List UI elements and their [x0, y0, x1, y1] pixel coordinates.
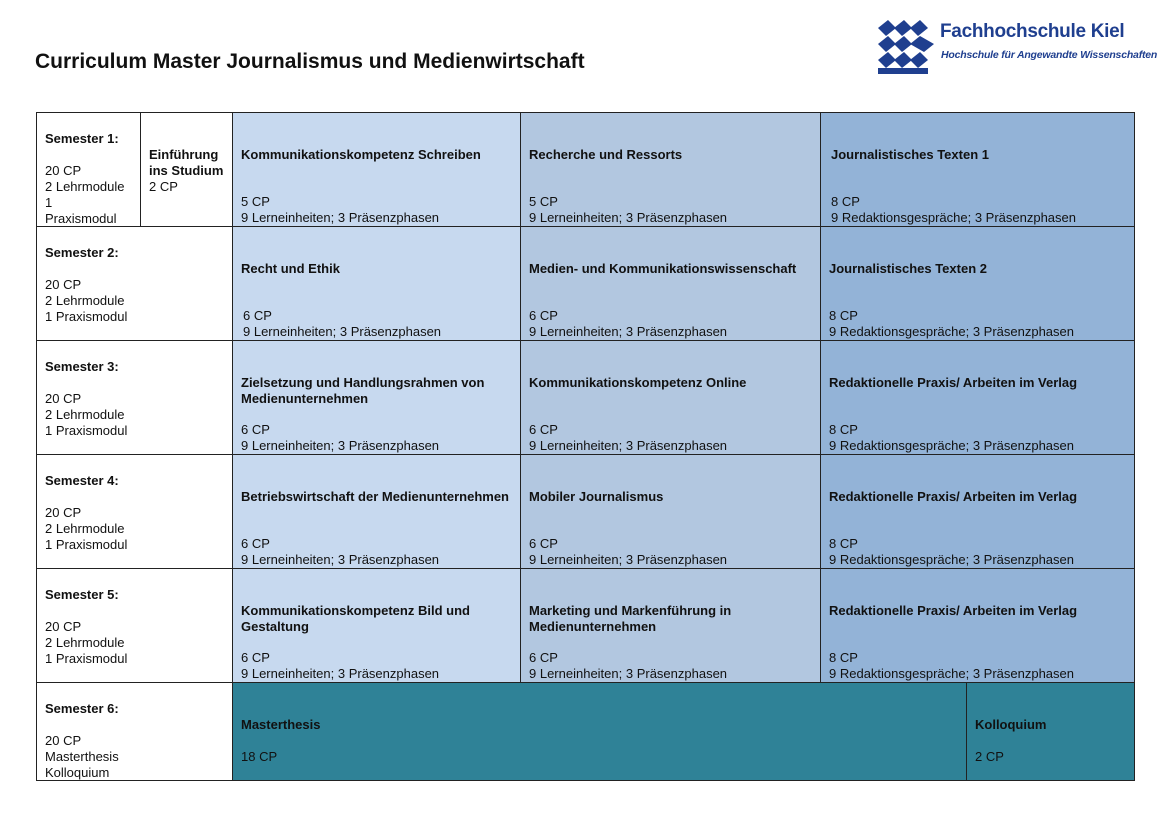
semester-info: 2 Lehrmodule — [45, 293, 125, 308]
module-cell — [521, 113, 821, 227]
module-cp: 8 CP — [829, 650, 858, 665]
module-cp: 8 CP — [831, 194, 860, 209]
masterthesis-title: Masterthesis — [241, 717, 321, 732]
module-detail: 9 Lerneinheiten; 3 Präsenzphasen — [529, 438, 728, 453]
module-detail: 9 Redaktionsgespräche; 3 Präsenzphasen — [829, 438, 1074, 453]
module-detail: 9 Redaktionsgespräche; 3 Präsenzphasen — [831, 210, 1076, 225]
semester-info: 1 Praxismodul — [45, 651, 128, 666]
semester-cell — [37, 569, 233, 683]
module-title: Redaktionelle Praxis/ Arbeiten im Verlag — [829, 375, 1078, 390]
fh-kiel-logo-icon — [878, 20, 934, 74]
module-title: Kommunikationskompetenz Online — [529, 375, 747, 390]
module-title: Kommunikationskompetenz Bild und Gestaltung — [241, 603, 470, 634]
semester-cell — [37, 683, 233, 781]
module-cp: 6 CP — [241, 536, 270, 551]
page-title: Curriculum Master Journalismus und Medienwirtschaft — [35, 50, 585, 73]
module-detail: 9 Lerneinheiten; 3 Präsenzphasen — [529, 666, 728, 681]
module-cp: 6 CP — [241, 422, 270, 437]
module-cp: 5 CP — [241, 194, 270, 209]
module-cp: 8 CP — [829, 308, 858, 323]
module-cp: 6 CP — [243, 308, 272, 323]
semester-title: Semester 3: — [45, 359, 119, 374]
module-detail: 9 Lerneinheiten; 3 Präsenzphasen — [529, 210, 728, 225]
module-cell — [233, 455, 521, 569]
semester-info: 2 Lehrmodule — [45, 407, 125, 422]
semester-row — [37, 227, 1135, 341]
module-detail: 9 Lerneinheiten; 3 Präsenzphasen — [529, 552, 728, 567]
masterthesis-cell — [233, 683, 967, 781]
semester-cell — [37, 227, 233, 341]
module-detail: 9 Lerneinheiten; 3 Präsenzphasen — [243, 324, 442, 339]
module-cell — [821, 113, 1135, 227]
module-detail: 9 Lerneinheiten; 3 Präsenzphasen — [241, 438, 440, 453]
module-cp: 8 CP — [829, 422, 858, 437]
semester-info: 2 Lehrmodule — [45, 635, 125, 650]
semester-title: Semester 2: — [45, 245, 119, 260]
semester-info: 1 Praxismodul — [45, 309, 128, 324]
semester-info: 1 — [45, 195, 53, 210]
module-detail: 9 Lerneinheiten; 3 Präsenzphasen — [241, 552, 440, 567]
module-cell — [821, 341, 1135, 455]
semester-info: 20 CP — [45, 277, 82, 292]
module-title: Redaktionelle Praxis/ Arbeiten im Verlag — [829, 489, 1078, 504]
module-detail: 9 Redaktionsgespräche; 3 Präsenzphasen — [829, 666, 1074, 681]
module-title: Medien- und Kommunikationswissenschaft — [529, 261, 797, 276]
semester-row — [37, 341, 1135, 455]
module-cp: 6 CP — [529, 536, 558, 551]
module-cell — [521, 227, 821, 341]
semester-title: Semester 4: — [45, 473, 119, 488]
module-title: Journalistisches Texten 1 — [831, 147, 989, 162]
semester-info: Masterthesis — [45, 749, 119, 764]
semester-title: Semester 6: — [45, 701, 119, 716]
module-title: Recherche und Ressorts — [529, 147, 683, 162]
semester-info: Praxismodul — [45, 211, 117, 226]
semester-info: 20 CP — [45, 163, 82, 178]
module-cp: 6 CP — [529, 422, 558, 437]
module-cell — [521, 569, 821, 683]
module-cell — [821, 455, 1135, 569]
semester-cell — [37, 113, 141, 227]
semester-row — [37, 113, 1135, 227]
module-detail: 9 Lerneinheiten; 3 Präsenzphasen — [529, 324, 728, 339]
module-title: Mobiler Journalismus — [529, 489, 664, 504]
module-title: Betriebswirtschaft der Medienunternehmen — [241, 489, 509, 504]
kolloquium-cp: 2 CP — [975, 749, 1004, 764]
semester-info: 20 CP — [45, 733, 82, 748]
semester-row — [37, 455, 1135, 569]
module-detail: 9 Redaktionsgespräche; 3 Präsenzphasen — [829, 324, 1074, 339]
module-cell — [521, 341, 821, 455]
intro-cell — [141, 113, 233, 227]
semester-row — [37, 569, 1135, 683]
module-title: Journalistisches Texten 2 — [829, 261, 987, 276]
university-logo — [878, 18, 1158, 74]
semester-info: Kolloquium — [45, 765, 110, 780]
module-cell — [233, 113, 521, 227]
masterthesis-cp: 18 CP — [241, 749, 278, 764]
semester-info: 1 Praxismodul — [45, 423, 128, 438]
logo-name: Fachhochschule Kiel — [940, 21, 1125, 42]
intro-title: Einführung ins Studium — [149, 147, 224, 178]
curriculum-table — [36, 112, 1135, 781]
semester-cell — [37, 341, 233, 455]
module-title: Marketing und Markenführung in Medienunternehmen — [529, 603, 732, 634]
kolloquium-cell — [967, 683, 1135, 781]
module-detail: 9 Lerneinheiten; 3 Präsenzphasen — [241, 210, 440, 225]
module-detail: 9 Lerneinheiten; 3 Präsenzphasen — [241, 666, 440, 681]
module-cell — [233, 341, 521, 455]
semester-title: Semester 1: — [45, 131, 119, 146]
module-title: Zielsetzung und Handlungsrahmen von Medienunternehmen — [241, 375, 485, 406]
semester-row — [37, 683, 1135, 781]
module-cell — [233, 569, 521, 683]
semester-info: 2 Lehrmodule — [45, 521, 125, 536]
logo-subtitle: Hochschule für Angewandte Wissenschaften — [941, 49, 1158, 61]
module-detail: 9 Redaktionsgespräche; 3 Präsenzphasen — [829, 552, 1074, 567]
semester-info: 20 CP — [45, 391, 82, 406]
module-cp: 5 CP — [529, 194, 558, 209]
module-cell — [233, 227, 521, 341]
module-cell — [521, 455, 821, 569]
module-cp: 6 CP — [241, 650, 270, 665]
module-cp: 8 CP — [829, 536, 858, 551]
semester-title: Semester 5: — [45, 587, 119, 602]
module-title: Redaktionelle Praxis/ Arbeiten im Verlag — [829, 603, 1078, 618]
kolloquium-title: Kolloquium — [975, 717, 1047, 732]
semester-info: 20 CP — [45, 619, 82, 634]
module-cp: 6 CP — [529, 650, 558, 665]
intro-cp: 2 CP — [149, 179, 178, 194]
semester-info: 2 Lehrmodule — [45, 179, 125, 194]
module-cell — [821, 569, 1135, 683]
module-cell — [821, 227, 1135, 341]
semester-info: 1 Praxismodul — [45, 537, 128, 552]
module-title: Kommunikationskompetenz Schreiben — [241, 147, 481, 162]
semester-cell — [37, 455, 233, 569]
semester-info: 20 CP — [45, 505, 82, 520]
module-cp: 6 CP — [529, 308, 558, 323]
module-title: Recht und Ethik — [241, 261, 340, 276]
